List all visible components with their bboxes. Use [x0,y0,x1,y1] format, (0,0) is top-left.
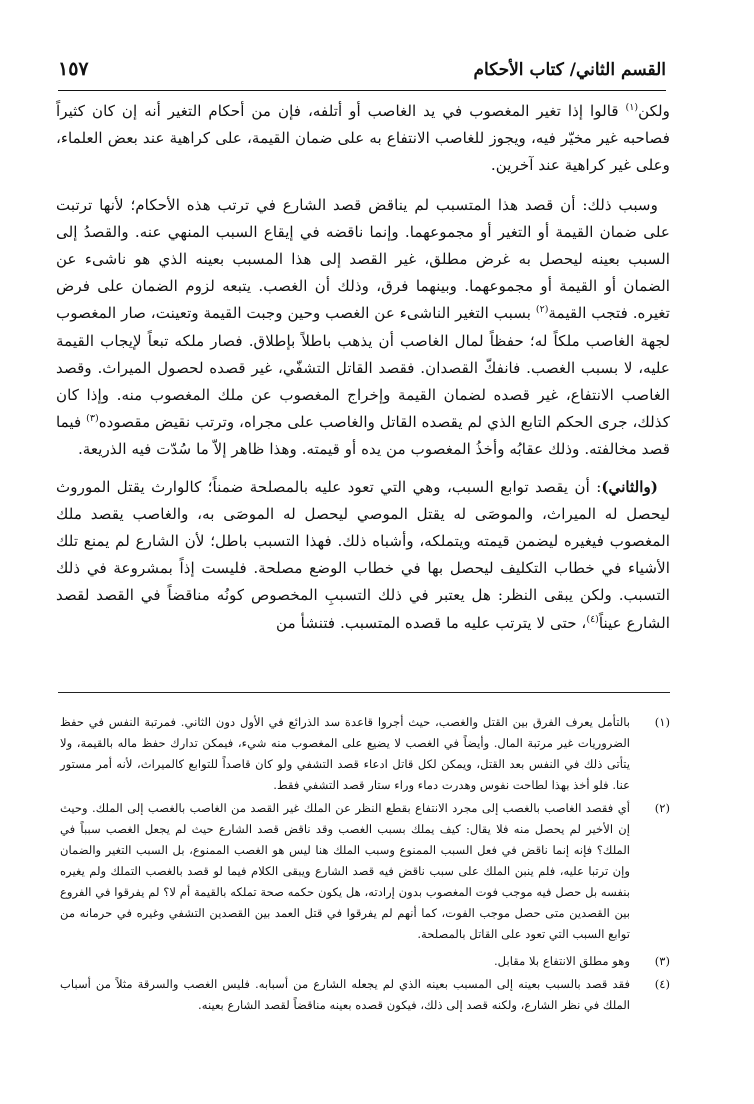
footnote-3 [60,951,670,972]
footnote-ref-4: (٤) [586,613,599,625]
footnote-ref-2: (٢) [535,304,549,316]
footnote-number: (١) [654,715,670,729]
page-number: ١٥٧ [58,58,89,80]
footnote-2 [60,798,670,945]
paragraph-2-text-2: بسبب التغير الناشىء عن الغصب وحين وجبت القيمة وتعينت، صار المغصوب لجهة الغاصب ملكاً له؛ حفظاً لمال الغاصب أن يذهب باطلاً بإطلاق. فصار ملكه تبعاً لإيجاب القيمة عليه، لا بسبب الغصب. فانفكّ القصدان. فقصد القاتل التشفّي، غير قصده لحصول الميراث. وقصد الغاصب الانتفاع، غير قصده لضمان القيمة وإخراج المغصوب عن ملك المغصوب منه. وإذا كان كذلك، جرى الحكم التابع الذي لم يقصده القاتل والغاصب على مجراه، وترتب نقيض مقصوده [56,304,670,432]
footnote-1 [60,712,670,796]
footnote-number: (٣) [654,954,670,968]
header-title: القسم الثاني/ كتاب الأحكام [473,60,666,80]
footnotes [60,712,670,1018]
paragraph-1-text: قالوا إذا تغير المغصوب في يد الغاصب أو أتلفه، فإن من أحكام التغير أنه إن كان كثيراً فصاحبه غير مخيّر فيه، ويجوز للغاصب الانتفاع به على ضمان القيمة، على كراهية عند بعض العلماء، وعلى غير كراهية عند آخرين. [56,102,670,175]
paragraph-1 [56,98,670,180]
paragraph-3-lead: (والثاني) [601,477,658,496]
main-text [56,98,670,637]
running-header [58,56,666,91]
footnote-4 [60,974,670,1016]
paragraph-1-start: ولكن [638,102,670,120]
footnote-ref-3: (٣) [86,413,99,425]
footnote-text: فقد قصد بالسبب بعينه إلى المسبب بعينه الذي لم يجعله الشارع من أسبابه. فليس الغصب والسرقة مثلاً من أسباب الملك في نظر الشارع، ولكنه قصد إلى ذلك، فيكون قصده بعينه مناقضاً لقصد الشارع بعينه. [60,977,630,1012]
paragraph-3-text-2: ، حتى لا يترتب عليه ما قصده المتسبب. فتنشأ من [276,613,587,632]
paragraph-2 [56,192,670,464]
paragraph-2-text-3: فيما قصد مخالفته. وذلك عقابُه وأخذُ المغصوب من يده أو قيمته. وهذا ظاهر إلاّ ما سُدّت فيه الذريعة. [56,413,670,459]
footnote-separator [58,692,670,693]
paragraph-3 [56,474,670,637]
footnote-text: أي فقصد الغاصب بالغصب إلى مجرد الانتفاع بقطع النظر عن الملك غير القصد من الغاصب بالغصب إلى الملك. وحيث إن الأخير لم يحصل منه فلا يقال: كيف يملك بسبب الغصب وقد ناقض قصد الشارع حيث لم يجعل الغصب سبباً في الملك؟ فإنه إنما ناقض في فعل السبب الممنوع وسبب الملك هنا ليس هو الغصب الممنوع، بل السبب التغير والضمان وإن ترتبا عليه، فلم ينبن الملك على سبب ناقض فيه قصد الشارع ويبقى الكلام فيما لو قصد بالغصب التملك ولم يغيره بنفسه بل حصل فيه موجب فوت المغصوب بدون إرادته، هل يكون حكمه صحة تملكه بالقيمة أم لا؟ لم يفرقوا في الفروع بين القصدين متى حصل موجب الفوت، كما أنهم لم يفرقوا في قتل العمد بين القصدين التشفي وغيره في حرمانه من توابع السبب التي تعود على القاتل بالمصلحة. [60,801,630,941]
footnote-number: (٤) [654,977,670,991]
footnote-ref-1: (١) [625,101,639,113]
footnote-text: بالتأمل يعرف الفرق بين القتل والغصب، حيث أجروا قاعدة سد الذرائع في الأول دون الثاني. فمرتبة النفس في حفظ الضروريات غير مرتبة المال. وأيضاً في الغصب لا يضيع على المغصوب منه شيء، فيمكن تدارك حفظ ماله بالقيمة، ولا يتأتى ذلك في النفس بعد القتل، ويمكن لكل قاتل ادعاء قصد التشفي ولو كان قاصداً للتوابع كالميراث، لأنه أمر مستور عنا. فلو أخذ بهذا لطاحت نفوس وهدرت دماء وراء ستار قصد التشفي فقط. [60,715,630,792]
paragraph-2-text-1: وسبب ذلك: أن قصد هذا المتسبب لم يناقض قصد الشارع في ترتب هذه الأحكام؛ لأنها ترتبت على ضمان القيمة أو التغير أو مجموعهما. وإنما ناقضه في إيقاع السبب المنهي عنه. والقصدُ إلى السبب بعينه ليحصل به غرض مطلق، غير القصد إلى هذا المسبب بعينه الذي هو ناشىء عن الضمان أو القيمة أو مجموعهما. وبينهما فرق، وذلك أن الغصب. يتبعه لزوم الضمان على فرض تغيره. فتجب القيمة [56,195,670,323]
paragraph-3-text-1: : أن يقصد توابع السبب، وهي التي تعود عليه بالمصلحة ضمناً؛ كالوارث يقتل الموروث ليحصل له الميراث، والموصَى له يقتل الموصي ليحصل له الموصَى به، والغاصب يقصد ملك المغصوب فيغيره ليضمن قيمته ويتملكه، وأشباه ذلك. فهذا التسبب باطل؛ لأن الشارع لم يمنع تلك الأشياء في خطاب التكليف ليحصل بها في خطاب الوضع مصلحة. فليست إذاً بمشروعة في ذلك التسبب. ولكن يبقى النظر: هل يعتبر في ذلك التسببِ المخصوص كونُه مناقضاً في القصد لقصد الشارع عيناً [56,477,670,632]
footnote-number: (٢) [654,801,670,815]
footnote-text: وهو مطلق الانتفاع بلا مقابل. [494,954,630,968]
